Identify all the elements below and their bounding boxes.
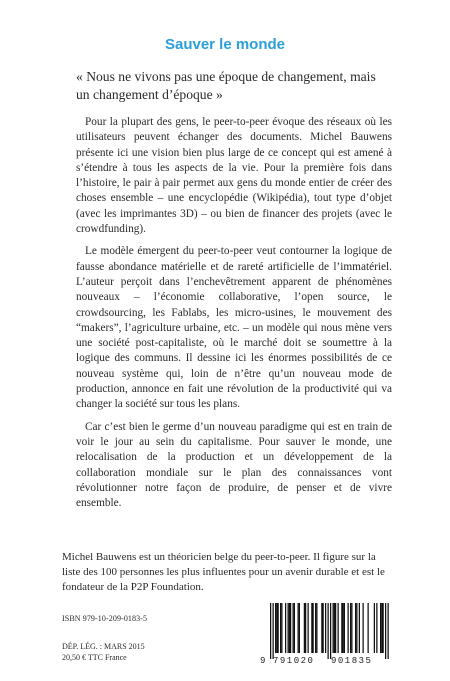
barcode-bar [374,603,375,653]
barcode-bar [334,603,335,653]
barcode-bar [305,603,306,653]
barcode-bar [330,603,331,659]
barcode-bar [289,603,290,653]
barcode-bar [278,603,279,653]
barcode-bar [385,603,386,659]
barcode-right-group: 901835 [331,656,373,665]
barcode-first-digit: 9 [260,656,266,665]
barcode-bars [270,603,389,659]
barcode-bar [311,603,312,653]
barcode-bar [383,603,384,653]
blurb [76,115,392,518]
barcode-bar [323,603,324,653]
blurb-paragraph-3: Car c’est bien le germe d’un nouveau paradigme qui est en train de voir le jour au sein du capitalisme. Pour sauver le monde, une relocalisation de la production et un développement de la collaboration mondiale sur le plan des connaissances vont révolutionner notre façon de produire, de penser et de vivre ensemble. [76,420,392,510]
author-bio: Michel Bauwens est un théoricien belge du peer-to-peer. Il figure sur la liste des 100 personnes les plus influentes pour un avenir durable et est le fondateur de la P2P Foundation. [62,551,385,594]
barcode-bar [368,603,369,653]
barcode-bar [388,603,389,659]
barcode-bar [294,603,295,653]
barcode-bar [288,603,289,653]
legal-info [62,641,145,663]
barcode-bar [298,603,299,653]
barcode-bar [333,603,334,653]
barcode-bar [344,603,345,653]
legal-deposit: DÉP. LÉG. : MARS 2015 [62,642,145,651]
barcode-bar [299,603,300,653]
barcode-bar [313,603,314,653]
barcode-bar [285,603,286,653]
barcode-bar [343,603,344,653]
barcode-bar [355,603,356,653]
barcode-bar [350,603,351,653]
barcode-bar [359,603,360,653]
barcode-bar [280,603,281,653]
blurb-paragraph-1: Pour la plupart des gens, le peer-to-peer évoque des réseaux où les utilisateurs peuvent échanger des documents. Michel Bauwens présente ici une vision bien plus large de ce concept qui est amené à s’étendre à tous les aspects de la vie. Pour la première fois dans l’histoire, le pair à pair permet aux gens du monde entier de créer des choses ensemble – une encyclopédie (Wikipédia), tout type d’objet (avec les imprimantes 3D) – ou bien de financer des projets (avec le crowdfunding). [76,116,392,236]
barcode-bar [315,603,316,653]
barcode-bar [273,603,274,659]
barcode-bar [276,603,277,653]
barcode-bar [304,603,305,653]
barcode-bar [293,603,294,653]
barcode-bar [381,603,382,653]
barcode-left-group: 791020 [273,656,315,665]
barcode-bar [356,603,357,653]
barcode-bar [316,603,317,653]
barcode-bar [281,603,282,653]
barcode-bar [290,603,291,653]
barcode-bar [328,603,329,659]
pull-quote: « Nous ne vivons pas une époque de changement, mais un changement d’époque » [76,69,376,102]
barcode-bar [376,603,377,653]
barcode-bar [380,603,381,653]
blurb-paragraph-2: Le modèle émergent du peer-to-peer veut contourner la logique de fausse abondance matérielle et de rareté artificielle de l’immatériel. L’auteur perçoit dans l’enchevêtrement apparent de phénomènes nouveaux – l’économie collaborative, l’open source, le crowdsourcing, les Fablabs, les micro-usines, le mouvement des “makers”, l’agriculture urbaine, etc. – un modèle qui nous mène vers une société post-capitaliste, où le marché doit se soumettre à la logique des communs. Il dessine ici les énormes possibilités de ce nouveau système qui, loin de n’être qu’un nouveau mode de production, annonce en fait une révolution de la productivité qui va changer la société sur tous les plans. [76,245,392,411]
barcode-bar [363,603,364,653]
barcode-bar [335,603,336,653]
barcode-bar [351,603,352,653]
barcode-bar [348,603,349,653]
book-title: Sauver le monde [164,36,286,53]
barcode-bar [338,603,339,653]
price: 20,50 € TTC France [62,653,127,662]
barcode-bar [308,603,309,653]
isbn-number: ISBN 979-10-209-0183-5 [62,614,148,623]
barcode [258,603,392,665]
barcode-bar [275,603,276,653]
barcode-bar [321,603,322,653]
barcode-bar [325,603,326,653]
barcode-bar [341,603,342,653]
barcode-bar [270,603,271,659]
